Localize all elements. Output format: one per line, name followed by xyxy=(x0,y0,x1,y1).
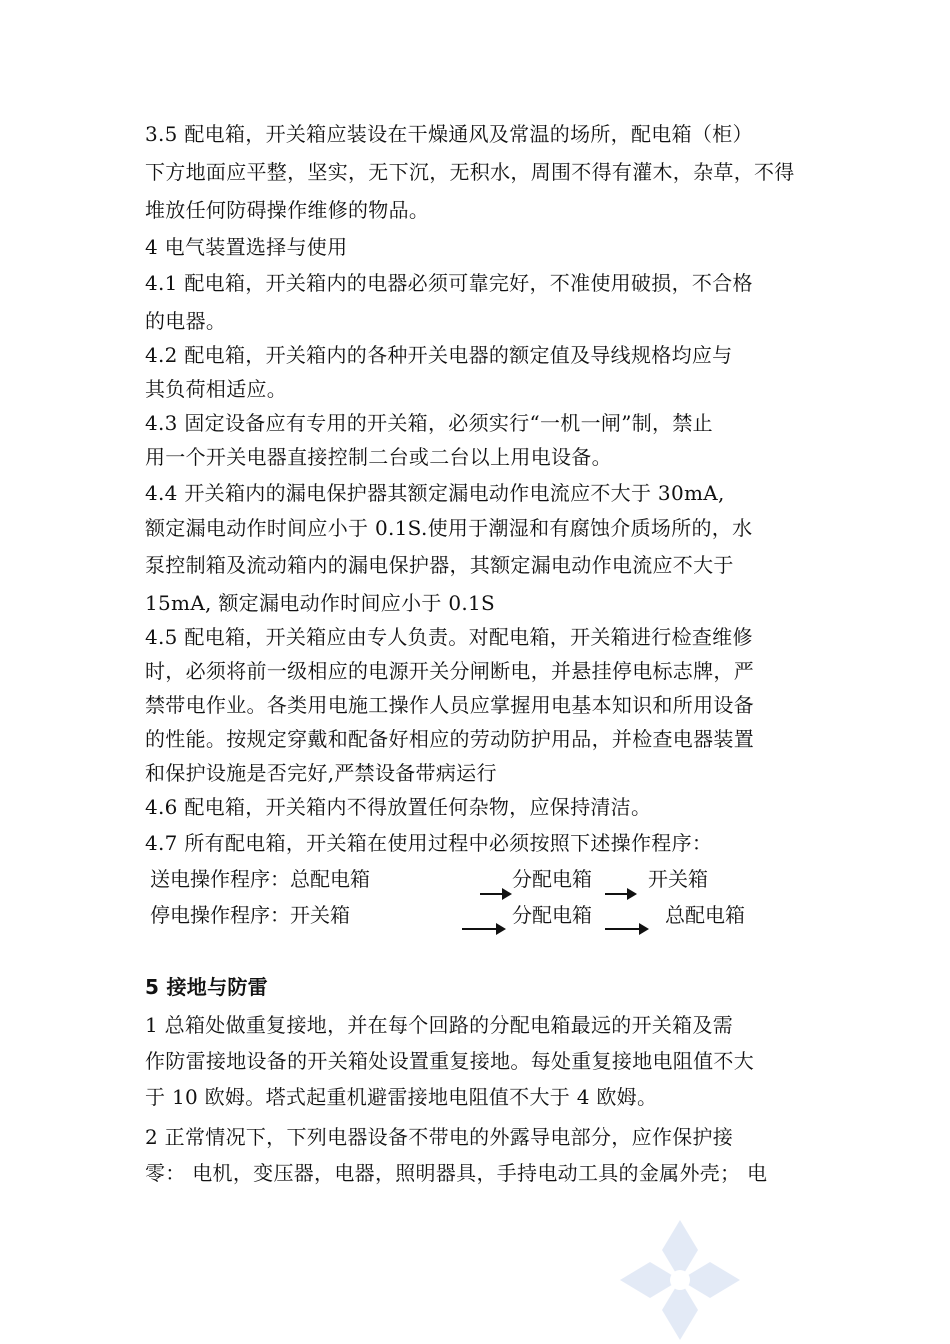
text-line: 作防雷接地设备的开关箱处设置重复接地。每处重复接地电阻值不大 xyxy=(145,1049,754,1073)
flow-stop-end: 总配电箱 xyxy=(665,903,745,927)
flow-stop-mid: 分配电箱 xyxy=(512,903,592,927)
text-line: 4.1 配电箱，开关箱内的电器必须可靠完好，不准使用破损，不合格 xyxy=(145,271,753,295)
arrow-icon xyxy=(480,893,510,895)
text-line: 4.2 配电箱，开关箱内的各种开关电器的额定值及导线规格均应与 xyxy=(145,343,733,367)
text-line: 的性能。按规定穿戴和配备好相应的劳动防护用品，并检查电器装置 xyxy=(145,727,754,751)
text-line: 于 10 欧姆。塔式起重机避雷接地电阻值不大于 4 欧姆。 xyxy=(145,1085,658,1109)
text-line: 和保护设施是否完好,严禁设备带病运行 xyxy=(145,761,497,785)
flow-send-label: 送电操作程序：总配电箱 xyxy=(150,867,370,891)
text-line: 4.7 所有配电箱，开关箱在使用过程中必须按照下述操作程序： xyxy=(145,831,713,855)
text-line: 4.3 固定设备应有专用的开关箱，必须实行“一机一闸”制，禁止 xyxy=(145,411,713,435)
arrow-icon xyxy=(605,928,647,930)
text-line: 的电器。 xyxy=(145,309,227,333)
flow-stop-label: 停电操作程序：开关箱 xyxy=(150,903,350,927)
text-line: 下方地面应平整，坚实，无下沉，无积水，周围不得有灌木，杂草，不得 xyxy=(145,160,795,184)
section-heading: 4 电气装置选择与使用 xyxy=(145,235,348,259)
arrow-icon xyxy=(462,928,504,930)
text-line: 1 总箱处做重复接地，并在每个回路的分配电箱最远的开关箱及需 xyxy=(145,1013,734,1037)
flow-send-end: 开关箱 xyxy=(648,867,708,891)
text-line: 额定漏电动作时间应小于 0.1S.使用于潮湿和有腐蚀介质场所的，水 xyxy=(145,516,753,540)
watermark-logo xyxy=(580,1210,780,1344)
text-line: 3.5 配电箱，开关箱应装设在干燥通风及常温的场所，配电箱（柜） xyxy=(145,122,753,146)
text-line: 零： 电机，变压器，电器，照明器具，手持电动工具的金属外壳； 电 xyxy=(145,1161,768,1185)
text-line: 4.6 配电箱，开关箱内不得放置任何杂物，应保持清洁。 xyxy=(145,795,652,819)
text-line: 其负荷相适应。 xyxy=(145,377,288,401)
section-heading: 5 接地与防雷 xyxy=(145,975,268,999)
text-line: 用一个开关电器直接控制二台或二台以上用电设备。 xyxy=(145,445,612,469)
text-line: 泵控制箱及流动箱内的漏电保护器，其额定漏电动作电流应不大于 xyxy=(145,553,734,577)
text-line: 时，必须将前一级相应的电源开关分闸断电，并悬挂停电标志牌，严 xyxy=(145,659,754,683)
text-line: 2 正常情况下，下列电器设备不带电的外露导电部分，应作保护接 xyxy=(145,1125,734,1149)
text-line: 4.5 配电箱，开关箱应由专人负责。对配电箱，开关箱进行检查维修 xyxy=(145,625,753,649)
text-line: 15mA, 额定漏电动作时间应小于 0.1S xyxy=(145,591,496,615)
text-line: 4.4 开关箱内的漏电保护器其额定漏电动作电流应不大于 30mA, xyxy=(145,481,725,505)
arrow-icon xyxy=(605,893,635,895)
text-line: 禁带电作业。各类用电施工操作人员应掌握用电基本知识和所用设备 xyxy=(145,693,754,717)
flow-send-mid: 分配电箱 xyxy=(512,867,592,891)
text-line: 堆放任何防碍操作维修的物品。 xyxy=(145,198,430,222)
